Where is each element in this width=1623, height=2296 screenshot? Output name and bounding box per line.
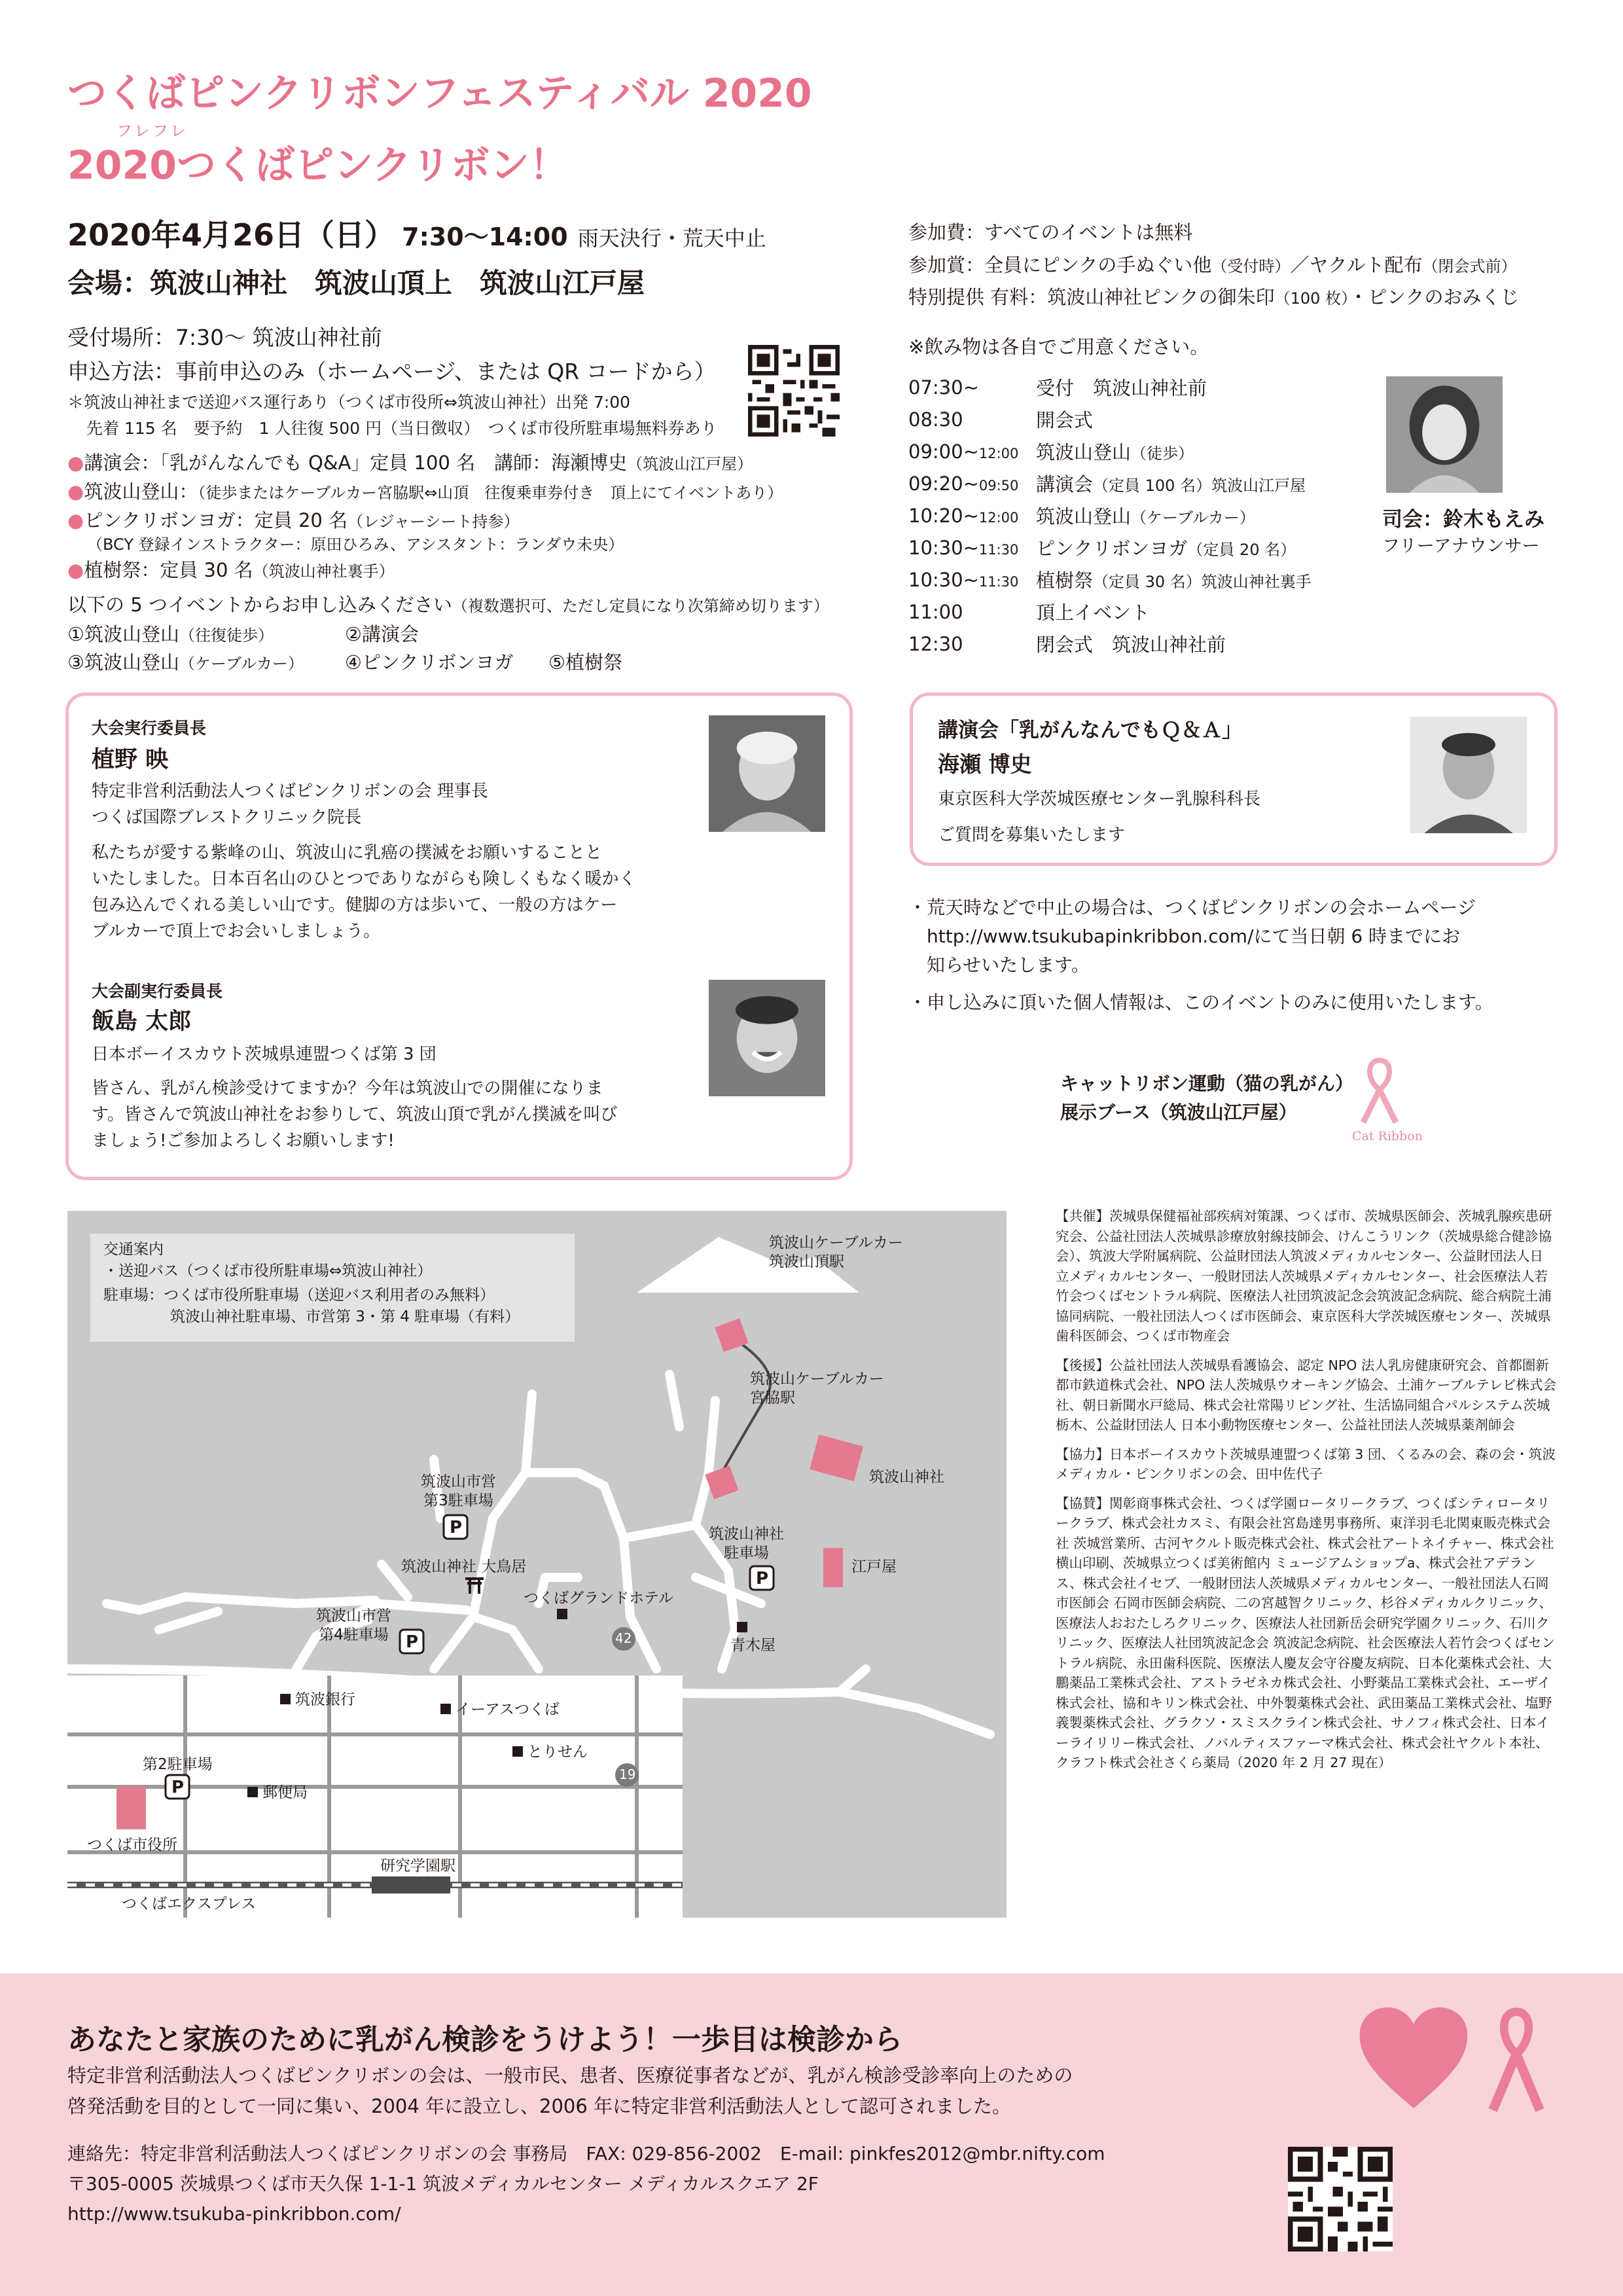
chair-affiliation-1: 特定非営利活動法人つくばピンクリボンの会 理事長	[92, 781, 488, 801]
chair-photo	[709, 715, 825, 832]
event-venue: 会場：筑波山神社 筑波山頂上 筑波山江戸屋	[67, 267, 645, 299]
vice-message: 皆さん、乳がん検診受けてますか？今年は筑波山での開催になりま す。皆さんで筑波山神社をお参りして、筑波山頂で乳がん撲滅を叫び ましょう!ご参加よろしくお願いします!	[92, 1079, 618, 1151]
notice-cancel: ・荒天時などで中止の場合は、つくばピンクリボンの会ホームページ http://www.tsukubapinkribbon.com/にて当日朝 6 時までにお 知らせいたします。	[908, 897, 1476, 976]
choose-text: 以下の 5 つイベントからお申し込みください（複数選択可、ただし定員になり次第締め切ります）	[67, 594, 829, 616]
lecture-affiliation: 東京医科大学茨城医療センター乳腺科科長	[938, 789, 1260, 809]
choose-option-1: ①筑波山登山（往復徒歩）	[67, 623, 274, 645]
map-label-lot3: 筑波山市営 第3駐車場	[421, 1473, 496, 1509]
mc-photo	[1386, 376, 1503, 493]
event-item-climb: ●筑波山登山：（徒歩またはケーブルカー宮脇駅⇔山頂 往復乗車券付き 頂上にてイベントあり）	[67, 480, 783, 503]
schedule-row: 08:30 開会式	[908, 408, 1094, 431]
pink-ribbon-icon	[1480, 2005, 1552, 2116]
footer-contact: 連絡先：特定非営利活動法人つくばピンクリボンの会 事務局 FAX: 029-856-2002 E-mail: pinkfes2012@mbr.nifty.com 〒305-0005 茨城県つくば市天久保 1-1-1 筑波メディカルセンター メディカルスクエア 2F http://www.tsukuba-pinkribbon.com/	[67, 2139, 1105, 2229]
qr-code-bottom[interactable]	[1288, 2147, 1393, 2251]
notice-privacy: ・申し込みに頂いた個人情報は、このイベントのみに使用いたします。	[908, 992, 1493, 1013]
map-label-express: つくばエクスプレス	[122, 1895, 257, 1912]
schedule-row: 09:00~12:00 筑波山登山（徒歩）	[908, 440, 1194, 463]
footer-url[interactable]: http://www.tsukuba-pinkribbon.com/	[67, 2203, 401, 2225]
event-item-lecture: ●講演会：「乳がんなんでも Q&A」定員 100 名 講師：海瀬博史（筑波山江戸屋）	[67, 452, 753, 474]
map-label-aokiya: 青木屋	[730, 1637, 776, 1654]
schedule-row: 12:30 閉会式 筑波山神社前	[908, 632, 1226, 656]
map-label-cable-bottom: 筑波山ケーブルカー 宮脇駅	[750, 1371, 884, 1407]
fees-line-3: 特別提供 有料：筑波山神社ピンクの御朱印（100 枚）・ピンクのおみくじ	[908, 286, 1520, 308]
sponsors-list	[1056, 1206, 1556, 1773]
map-route-42: 42	[615, 1630, 632, 1646]
schedule-table	[908, 371, 1311, 660]
qr-code-top[interactable]	[748, 345, 840, 437]
chair-label: 大会実行委員長	[92, 719, 207, 738]
map-label-lot4: 筑波山市営 第4駐車場	[316, 1607, 391, 1643]
mc-portrait-icon	[1386, 376, 1503, 493]
map-label-station: 研究学園駅	[380, 1857, 455, 1874]
event-item-planting: ●植樹祭：定員 30 名（筑波山神社裏手）	[67, 559, 395, 581]
map-info-parking-2: 筑波山神社駐車場、市営第 3・第 4 駐車場（有料）	[170, 1308, 520, 1325]
footer-headline: あなたと家族のために乳がん検診をうけよう！一歩目は検診から	[67, 2023, 902, 2056]
lecture-title: 講演会「乳がんなんでもＱ＆Ａ」	[938, 719, 1242, 742]
qr-code-top-icon	[748, 345, 840, 437]
event-time: 7:30～14:00	[402, 223, 568, 251]
schedule-row: 10:30~11:30 ピンクリボンヨガ（定員 20 名）	[908, 536, 1296, 560]
chair-portrait-icon	[709, 715, 825, 832]
cat-ribbon-icon	[1347, 1054, 1412, 1126]
notice-url[interactable]: http://www.tsukubapinkribbon.com/にて当日朝 6 時までにお	[927, 925, 1461, 947]
mc-name: 司会：鈴木もえみ	[1382, 508, 1544, 531]
heart-illustration	[1355, 2003, 1472, 2114]
map-label-shrine: 筑波山神社	[869, 1469, 944, 1486]
map-label-shrine-lot: 筑波山神社 駐車場	[709, 1526, 784, 1562]
schedule-row: 07:30~ 受付 筑波山神社前	[908, 376, 1207, 399]
sponsors-sponsorship: 【協賛】関彰商事株式会社、つくば学園ロータリークラブ、つくばシティロータリークラブ、株式会社カスミ、有限会社宮島達男事務所、東洋羽毛北関東販売株式会社 茨城営業所、古河ヤクルト販売株式会社、株式会社アートネイチャー、株式会社横山印刷、茨城県立つくば美術館内 ミュージアムショップa、株式会社アデランス、株式会社イセブ、一般財団法人茨城県メディカルセンター、一般社団法人石岡市医師会 石岡市医師会病院、二の宮越智クリニック、杉谷メディカルクリニック、医療法人おおたしろクリニック、医療法人社団新岳会研究学園クリニック、石川クリニック、医療法人社団筑波記念会 筑波記念病院、社会医療法人若竹会つくばセントラル病院、永田歯科医院、医療法人慶友会守谷慶友病院、日本化薬株式会社、大鵬薬品工業株式会社、アストラゼネカ株式会社、小野薬品工業株式会社、エーザイ株式会社、協和キリン株式会社、中外製薬株式会社、武田薬品工業株式会社、塩野義製薬株式会社、グラクソ・スミスクライン株式会社、サノフィ株式会社、日本イーライリリー株式会社、ノバルティスファーマ株式会社、株式会社ヤクルト本社、クラフト株式会社さくら薬局（2020 年 2 月 27 現在）	[1056, 1495, 1555, 1770]
vice-label: 大会副実行委員長	[92, 982, 223, 1001]
map-label-edoya: 江戸屋	[851, 1558, 897, 1575]
schedule-row: 09:20~09:50 講演会（定員 100 名）筑波山江戸屋	[908, 472, 1306, 495]
map-parking-sign: P	[450, 1518, 463, 1537]
access-map	[67, 1211, 1007, 1918]
map-info-parking: 駐車場：つくば市役所駐車場（送迎バス利用者のみ無料）	[103, 1287, 495, 1304]
choose-option-2: ②講演会	[345, 623, 419, 645]
event-date: 2020年4月26日（日）	[67, 217, 395, 253]
event-bus-1: ＊筑波山神社まで送迎バス運行あり（つくば市役所⇔筑波山神社）出発 7:00	[67, 393, 631, 412]
choose-option-4: ④ピンクリボンヨガ	[345, 651, 514, 673]
title-line2: 2020つくばピンクリボン！	[67, 143, 569, 188]
cat-ribbon-booth: キャットリボン運動（猫の乳がん） 展示ブース（筑波山江戸屋）	[1060, 1073, 1354, 1123]
sponsors-cohost: 【共催】茨城県保健福祉部疾病対策課、つくば市、茨城県医師会、茨城乳腺疾患研究会、公益社団法人茨城県診療放射線技師会、けんこうリンク（茨城県総合健診協会）、筑波大学附属病院、公益財団法人筑波メディカルセンター、公益財団法人日立メディカルセンター、一般財団法人茨城県メディカルセンター、社会医療法人若竹会つくばセントラル病院、医療法人社団筑波記念会筑波記念病院、総合病院土浦協同病院、一般社団法人つくば市医師会、東京医科大学茨城医療センター、茨城県歯科医師会、つくば市物産会	[1056, 1208, 1552, 1344]
pink-ribbon-illustration	[1480, 2005, 1552, 2116]
lecture-questions: ご質問を募集いたします	[938, 825, 1126, 845]
heart-icon	[1355, 2003, 1472, 2114]
map-label-bank: 筑波銀行	[295, 1691, 355, 1708]
yoga-instructors: （BCY 登録インストラクター：原田ひろみ、アシスタント：ランダウ未央）	[87, 535, 624, 554]
map-parking-sign: P	[406, 1632, 419, 1652]
lecture-portrait-icon	[1410, 717, 1527, 833]
lecture-photo	[1410, 717, 1527, 833]
event-apply: 申込方法：事前申込のみ（ホームページ、または QR コードから）	[67, 359, 716, 384]
map-label-aeon: イーアスつくば	[455, 1701, 560, 1718]
schedule-row: 10:30~11:30 植樹祭（定員 30 名）筑波山神社裏手	[908, 568, 1311, 592]
event-weather: 雨天決行・荒天中止	[577, 226, 766, 251]
footer-body: 特定非営利活動法人つくばピンクリボンの会は、一般市民、患者、医療従事者などが、乳がん検診受診率向上のための 啓発活動を目的として一同に集い、2004 年に設立し、2006 年に特定非営利活動法人として認可されました。	[67, 2064, 1073, 2117]
qr-code-bottom-icon	[1288, 2147, 1393, 2251]
vice-name: 飯島 太郎	[92, 1009, 192, 1035]
map-label-cable-top: 筑波山ケーブルカー 筑波山頂駅	[769, 1234, 903, 1270]
map-info-bus: ・送迎バス（つくば市役所駐車場⇔筑波山神社）	[103, 1263, 433, 1280]
map-info-title: 交通案内	[103, 1241, 164, 1258]
map-label-torii: 筑波山神社 大鳥居	[401, 1558, 527, 1575]
event-item-yoga: ●ピンクリボンヨガ：定員 20 名（レジャーシート持参）	[67, 509, 520, 531]
map-parking-sign: P	[756, 1569, 769, 1588]
choose-option-5: ⑤植樹祭	[548, 651, 622, 673]
map-label-cityhall: つくば市役所	[87, 1837, 177, 1854]
title-line1: つくばピンクリボンフェスティバル 2020	[67, 71, 812, 117]
fees-line-2: 参加賞：全員にピンクの手ぬぐい他（受付時）／ヤクルト配布（閉会式前）	[908, 254, 1517, 276]
map-label-post: 郵便局	[262, 1784, 308, 1801]
chair-affiliation-2: つくば国際ブレストクリニック院長	[92, 808, 362, 827]
map-label-hotel: つくばグランドホテル	[524, 1590, 673, 1607]
cat-ribbon-logo-text: Cat Ribbon	[1352, 1129, 1423, 1143]
schedule-row: 10:20~12:00 筑波山登山（ケーブルカー）	[908, 504, 1255, 528]
drinks-note: ※飲み物は各自でご用意ください。	[908, 336, 1209, 358]
mc-role: フリーアナウンサー	[1382, 536, 1540, 556]
event-bus-2: 先着 115 名 要予約 1 人往復 500 円（当日徴収） つくば市役所駐車場無料券あり	[86, 419, 717, 438]
event-date-line	[67, 211, 766, 255]
sponsors-support: 【後援】公益社団法人茨城県看護協会、認定 NPO 法人乳房健康研究会、首都圏新都市鉄道株式会社、NPO 法人茨城県ウオーキング協会、土浦ケーブルテレビ株式会社、朝日新聞水戸総局、株式会社常陽リビング社、生活協同組合パルシステム茨城 栃木、公益財団法人 日本小動物医療センター、公益社団法人茨城県薬剤師会	[1056, 1357, 1556, 1433]
event-reception: 受付場所：7:30～ 筑波山神社前	[67, 325, 382, 350]
choose-option-3: ③筑波山登山（ケーブルカー）	[67, 651, 304, 673]
map-label-torisen: とりせん	[527, 1744, 588, 1761]
map-label-lot2: 第2駐車場	[143, 1756, 213, 1773]
vice-photo	[709, 980, 825, 1096]
chair-name: 植野 映	[92, 747, 169, 773]
fees-line-1: 参加費：すべてのイベントは無料	[908, 221, 1193, 243]
map-parking-sign: P	[171, 1778, 185, 1797]
chair-message: 私たちが愛する紫峰の山、筑波山に乳癌の撲滅をお願いすることと いたしました。日本百名山のひとつでありながらも険しくもなく暖かく 包み込んでくれる美しい山です。健脚の方は歩いて、一般の方はケー ブルカーで頂上でお会いしましょう。	[92, 843, 636, 941]
lecture-speaker: 海瀬 博史	[938, 751, 1032, 777]
map-route-19: 19	[619, 1767, 636, 1782]
sponsors-cooperation: 【協力】日本ボーイスカウト茨城県連盟つくば第 3 団、くるみの会、森の会・筑波メディカル・ピンクリボンの会、田中佐代子	[1056, 1446, 1556, 1482]
cat-ribbon-logo	[1347, 1054, 1423, 1152]
title-ruby: フレフレ	[116, 122, 189, 140]
schedule-row: 11:00 頂上イベント	[908, 600, 1150, 624]
vice-portrait-icon	[709, 980, 825, 1096]
vice-affiliation: 日本ボーイスカウト茨城県連盟つくば第 3 団	[92, 1045, 437, 1064]
